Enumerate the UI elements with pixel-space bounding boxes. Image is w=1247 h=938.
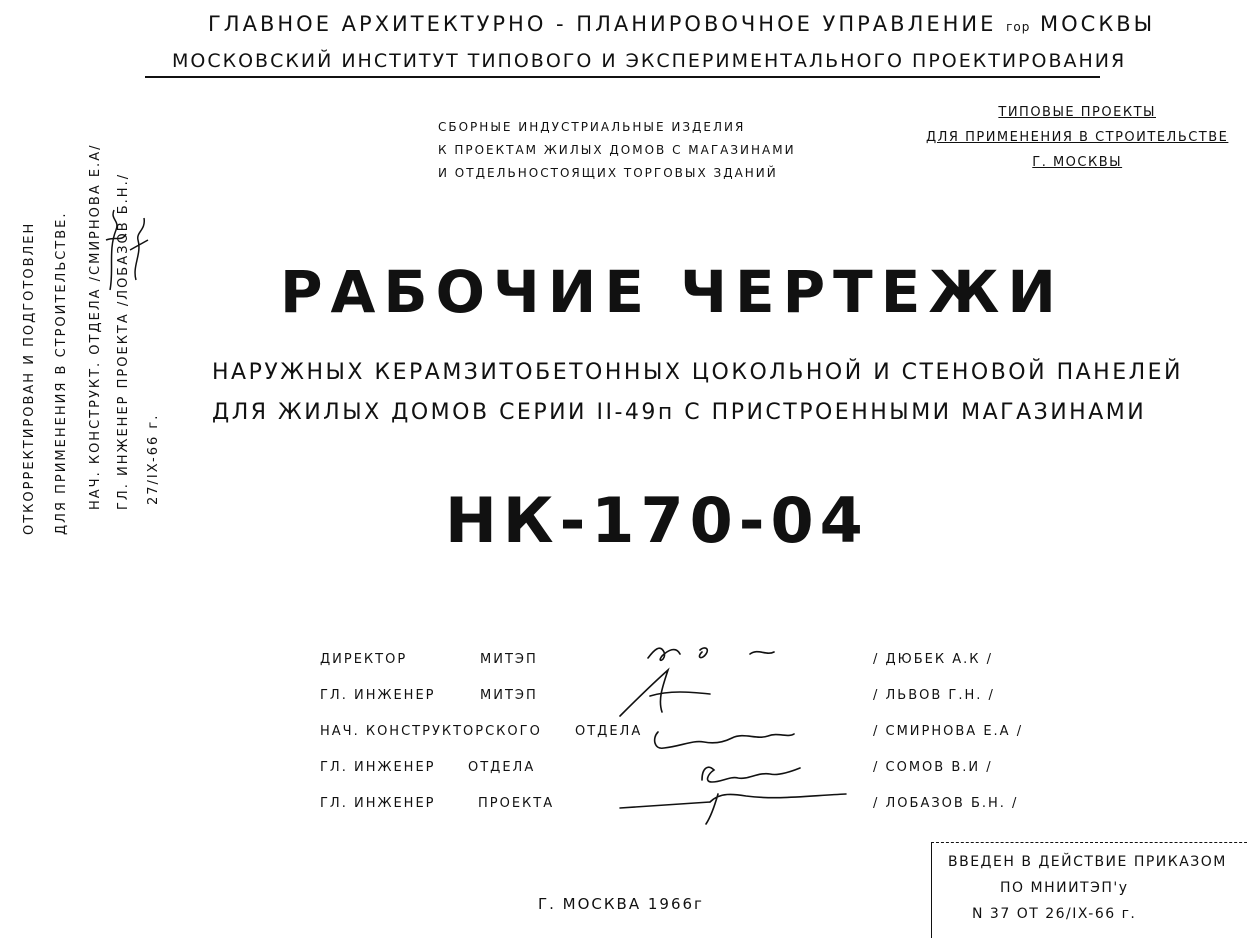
chief-engineer-signature [620,670,710,716]
header-line-1 [208,12,1155,36]
margin-note-design-head-name: /СМИРНОВА Е.А/ [88,143,103,282]
lobazov-signature [620,794,846,824]
city-year: Г. МОСКВА 1966г [538,895,704,913]
director-signature [648,648,774,660]
signature-name: / ДЮБЕК А.К / [873,652,993,667]
signature-name: / СОМОВ В.И / [873,760,993,775]
signature-org: МИТЭП [480,688,538,703]
product-line-1: СБОРНЫЕ ИНДУСТРИАЛЬНЫЕ ИЗДЕЛИЯ [438,120,746,134]
signature-name: / ЛОБАЗОВ Б.Н. / [873,796,1019,811]
smirnova-signature [655,732,794,748]
margin-note-project-engineer-name: /ЛОБАЗОВ Б.Н./ [116,172,131,307]
header-rule [145,76,1100,78]
subtitle-line-1: НАРУЖНЫХ КЕРАМЗИТОБЕТОННЫХ ЦОКОЛЬНОЙ И СТЕНОВОЙ ПАНЕЛЕЙ [212,360,1184,385]
header-org: ГЛАВНОЕ АРХИТЕКТУРНО - ПЛАНИРОВОЧНОЕ УПРАВЛЕНИЕ [208,12,997,36]
header-city: МОСКВЫ [1040,12,1156,36]
signature-org: ОТДЕЛА [575,724,643,739]
signature-org: ОТДЕЛА [468,760,536,775]
product-line-3: И ОТДЕЛЬНОСТОЯЩИХ ТОРГОВЫХ ЗДАНИЙ [438,166,778,180]
stamp-line-1: ВВЕДЕН В ДЕЙСТВИЕ ПРИКАЗОМ [948,854,1227,870]
signature-org: ПРОЕКТА [478,796,555,811]
stamp-line-3: N 37 ОТ 26/IX-66 г. [972,906,1137,922]
handwritten-signatures [600,636,860,826]
signature-role: ГЛ. ИНЖЕНЕР [320,760,436,775]
institute-name: МОСКОВСКИЙ ИНСТИТУТ ТИПОВОГО И ЭКСПЕРИМЕНТАЛЬНОГО ПРОЕКТИРОВАНИЯ [172,50,1127,72]
signature-name: / СМИРНОВА Е.А / [873,724,1024,739]
document-code: НК-170-04 [445,484,869,557]
product-block [438,116,796,185]
signature-org: МИТЭП [480,652,538,667]
typical-projects-block [926,100,1228,175]
typical-line-3: Г. МОСКВЫ [1032,155,1123,170]
margin-note-design-head-title: НАЧ. КОНСТРУКТ. ОТДЕЛА [88,287,103,510]
margin-note-application: ДЛЯ ПРИМЕНЕНИЯ В СТРОИТЕЛЬСТВЕ. [54,211,69,535]
subtitle-line-2: ДЛЯ ЖИЛЫХ ДОМОВ СЕРИИ II-49п С ПРИСТРОЕННЫМИ МАГАЗИНАМИ [212,400,1147,425]
header-gor: гор [1006,20,1031,34]
signature-role: ГЛ. ИНЖЕНЕР [320,688,436,703]
somov-signature [702,767,800,782]
typical-line-1: ТИПОВЫЕ ПРОЕКТЫ [998,105,1156,120]
stamp-line-2: ПО МНИИТЭП'у [1000,880,1129,896]
signature-name: / ЛЬВОВ Г.Н. / [873,688,995,703]
signature-role: НАЧ. КОНСТРУКТОРСКОГО [320,724,542,739]
enactment-stamp [931,842,1247,938]
signature-role: ГЛ. ИНЖЕНЕР [320,796,436,811]
margin-note-corrected: ОТКОРРЕКТИРОВАН И ПОДГОТОВЛЕН [22,221,37,535]
margin-note-date: 27/IX-66 г. [146,413,161,505]
margin-note-project-engineer-title: ГЛ. ИНЖЕНЕР ПРОЕКТА [116,312,131,510]
product-line-2: К ПРОЕКТАМ ЖИЛЫХ ДОМОВ С МАГАЗИНАМИ [438,143,796,157]
margin-signatures [100,180,160,310]
signature-role: ДИРЕКТОР [320,652,408,667]
typical-line-2: ДЛЯ ПРИМЕНЕНИЯ В СТРОИТЕЛЬСТВЕ [926,130,1229,145]
main-title: РАБОЧИЕ ЧЕРТЕЖИ [280,258,1064,326]
